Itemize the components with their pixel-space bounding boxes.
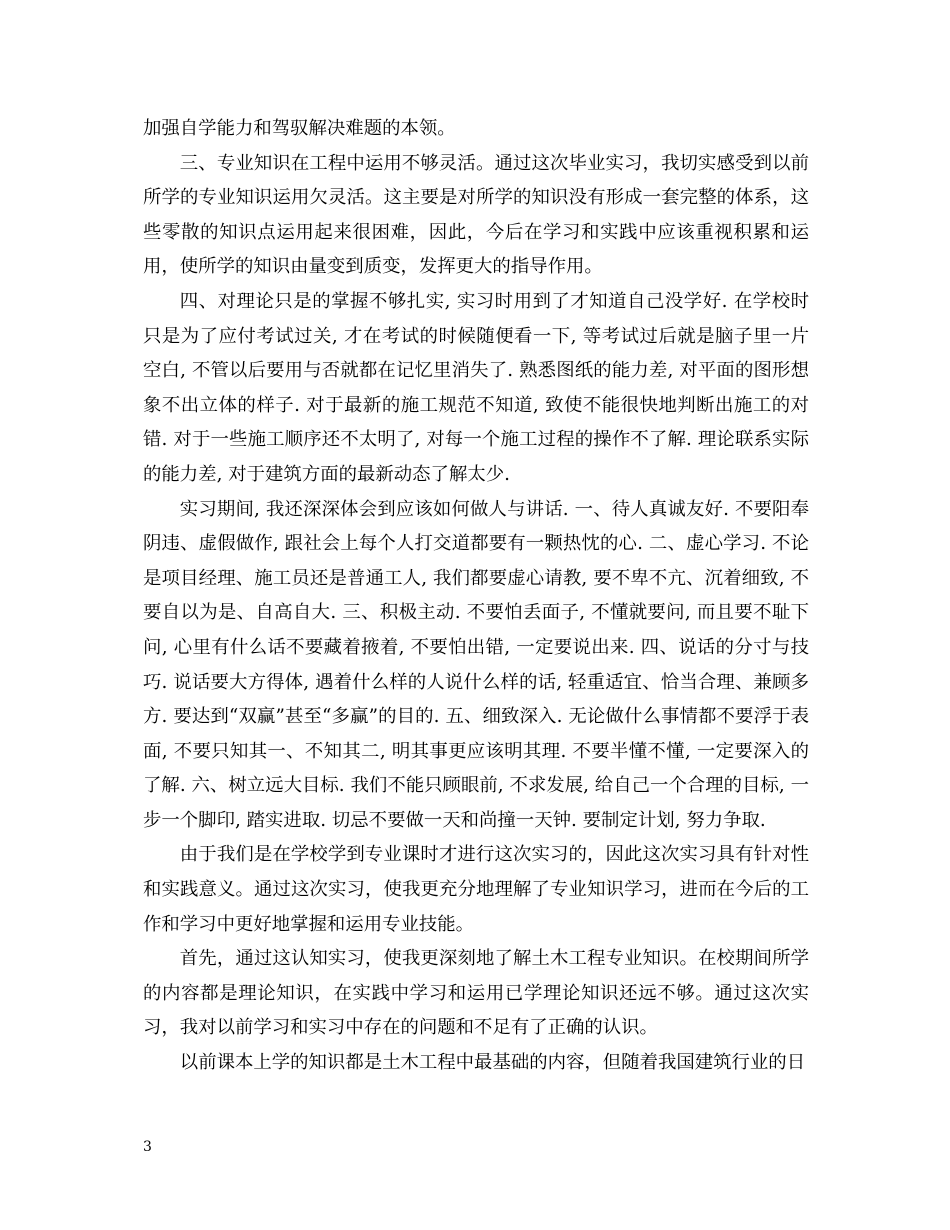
- paragraph: 实习期间, 我还深深体会到应该如何做人与讲话. 一、待人真诚友好. 不要阳奉阴违、虚假做作, 跟社会上每个人打交道都要有一颗热忱的心. 二、虚心学习. 不论是项目经理、施工员还是普通工人, 我们都要虚心请教, 要不卑不亢、沉着细致, 不要自以为是、自高自大. 三、积极主动. 不要怕丢面子, 不懂就要问, 而且要不耻下问, 心里有什么话不要藏着掖着, 不要怕出错, 一定要说出来. 四、说话的分寸与技巧. 说话要大方得体, 遇着什么样的人说什么样的话, 轻重适宜、恰当合理、兼顾多方. 要达到“双赢”甚至“多赢”的目的. 五、细致深入. 无论做什么事情都不要浮于表面, 不要只知其一、不知其二, 明其事更应该明其理. 不要半懂不懂, 一定要深入的了解. 六、树立远大目标. 我们不能只顾眼前, 不求发展, 给自己一个合理的目标, 一步一个脚印, 踏实进取. 切忌不要做一天和尚撞一天钟. 要制定计划, 努力争取.: [143, 498, 809, 831]
- paragraph: 以前课本上学的知识都是土木工程中最基础的内容，但随着我国建筑行业的日: [179, 1052, 806, 1074]
- document-body: [143, 112, 809, 1081]
- paragraph: 四、对理论只是的掌握不够扎实, 实习时用到了才知道自己没学好. 在学校时只是为了应付考试过关, 才在考试的时候随便看一下, 等考试过后就是脑子里一片空白, 不管以后要用与否就都在记忆里消失了. 熟悉图纸的能力差, 对平面的图形想象不出立体的样子. 对于最新的施工规范不知道, 致使不能很快地判断出施工的对错. 对于一些施工顺序还不太明了, 对每一个施工过程的操作不了解. 理论联系实际的能力差, 对于建筑方面的最新动态了解太少.: [143, 290, 809, 485]
- paragraph: 首先，通过这认知实习，使我更深刻地了解土木工程专业知识。在校期间所学的内容都是理论知识，在实践中学习和运用已学理论知识还远不够。通过这次实习，我对以前学习和实习中存在的问题和不足有了正确的认识。: [143, 948, 809, 1039]
- page-number: 3: [143, 1139, 152, 1155]
- paragraph: 三、专业知识在工程中运用不够灵活。通过这次毕业实习，我切实感受到以前所学的专业知识运用欠灵活。这主要是对所学的知识没有形成一套完整的体系，这些零散的知识点运用起来很困难，因此，今后在学习和实践中应该重视积累和运用，使所学的知识由量变到质变，发挥更大的指导作用。: [143, 152, 809, 278]
- paragraph: 由于我们是在学校学到专业课时才进行这次实习的，因此这次实习具有针对性和实践意义。通过这次实习，使我更充分地理解了专业知识学习，进而在今后的工作和学习中更好地掌握和运用专业技能。: [143, 844, 809, 935]
- paragraph-continued: 加强自学能力和驾驭解决难题的本领。: [143, 118, 456, 139]
